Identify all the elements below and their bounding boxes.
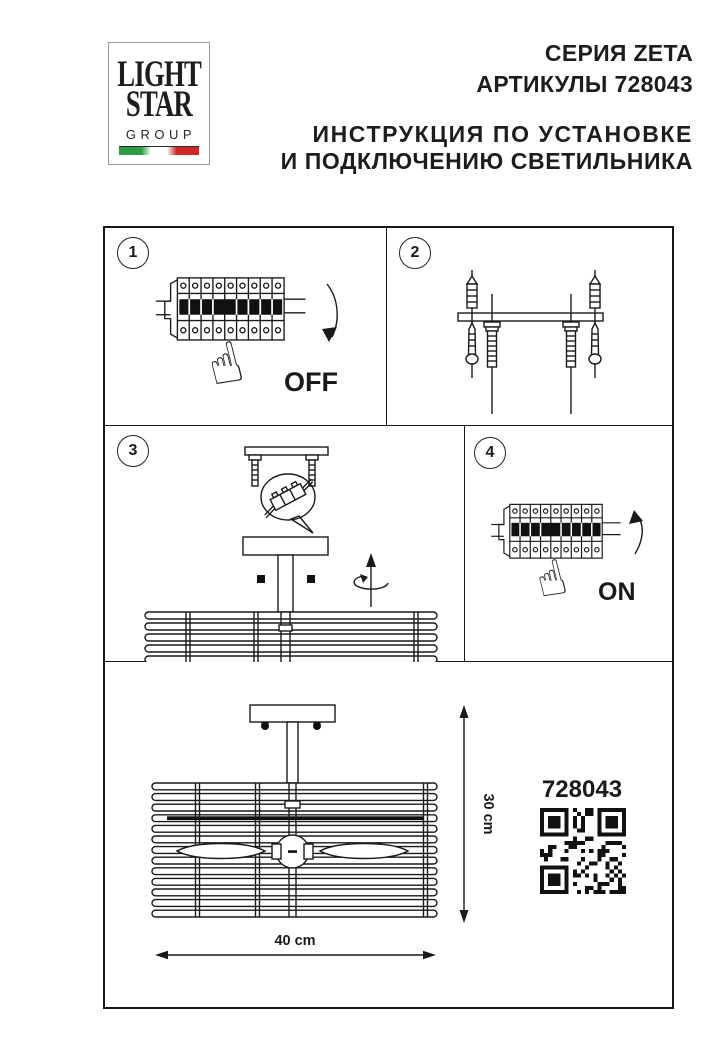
step-2-panel [387,228,672,426]
width-dimension [155,933,436,959]
step-4-number: 4 [474,437,506,469]
ceiling-plate [245,447,328,455]
title-block [281,38,693,175]
canopy [243,537,328,612]
step-4-panel [465,426,672,662]
width-label: 40 cm [274,933,316,949]
screw-left [466,323,478,364]
hanging-bolt-left [249,455,261,486]
instruction-line-2: И ПОДКЛЮЧЕНИЮ СВЕТИЛЬНИКА [280,148,693,174]
fixture-dimension-drawing [105,662,672,1007]
step-3-panel [105,426,465,662]
bolt-right [563,322,579,367]
article-title: АРТИКУЛЫ 728043 [476,71,693,97]
canopy [250,705,335,783]
step-1-panel [105,228,387,426]
curved-arrow-up-icon [629,510,643,554]
logo-light-text: LIGHT [117,54,201,95]
canopy-screw-left [257,575,265,583]
canopy-screw-right [307,575,315,583]
off-label: OFF [284,367,338,397]
step-3-illustration [105,426,465,662]
instruction-line-1: ИНСТРУКЦИЯ ПО УСТАНОВКЕ [312,121,693,147]
instruction-title [281,121,693,175]
rotation-arrow-icon [354,553,388,607]
step-1-number: 1 [117,237,149,269]
step-3-number: 3 [117,435,149,467]
qr-code [540,808,626,894]
wall-anchor-left [467,276,477,308]
logo-group-text: GROUP [125,126,197,142]
article-number: 728043 [541,776,623,803]
bolt-left [484,322,500,367]
wall-anchor-right [590,276,600,308]
mounting-bar [458,313,603,321]
height-label: 30 cm [480,793,496,835]
slatted-shade [145,612,437,662]
terminal-callout-bubble [258,474,318,533]
curved-arrow-down-icon [322,284,337,342]
step-2-number: 2 [399,237,431,269]
italian-flag-bar [119,146,199,155]
series-title: СЕРИЯ ZETA [544,40,693,66]
height-dimension [460,705,497,923]
logo-star-text: STAR [125,84,193,126]
lightstar-logo [108,42,210,165]
instruction-grid [105,228,672,1007]
screw-right [589,323,601,364]
on-label: ON [598,578,636,606]
dimensions-panel [105,662,672,1007]
